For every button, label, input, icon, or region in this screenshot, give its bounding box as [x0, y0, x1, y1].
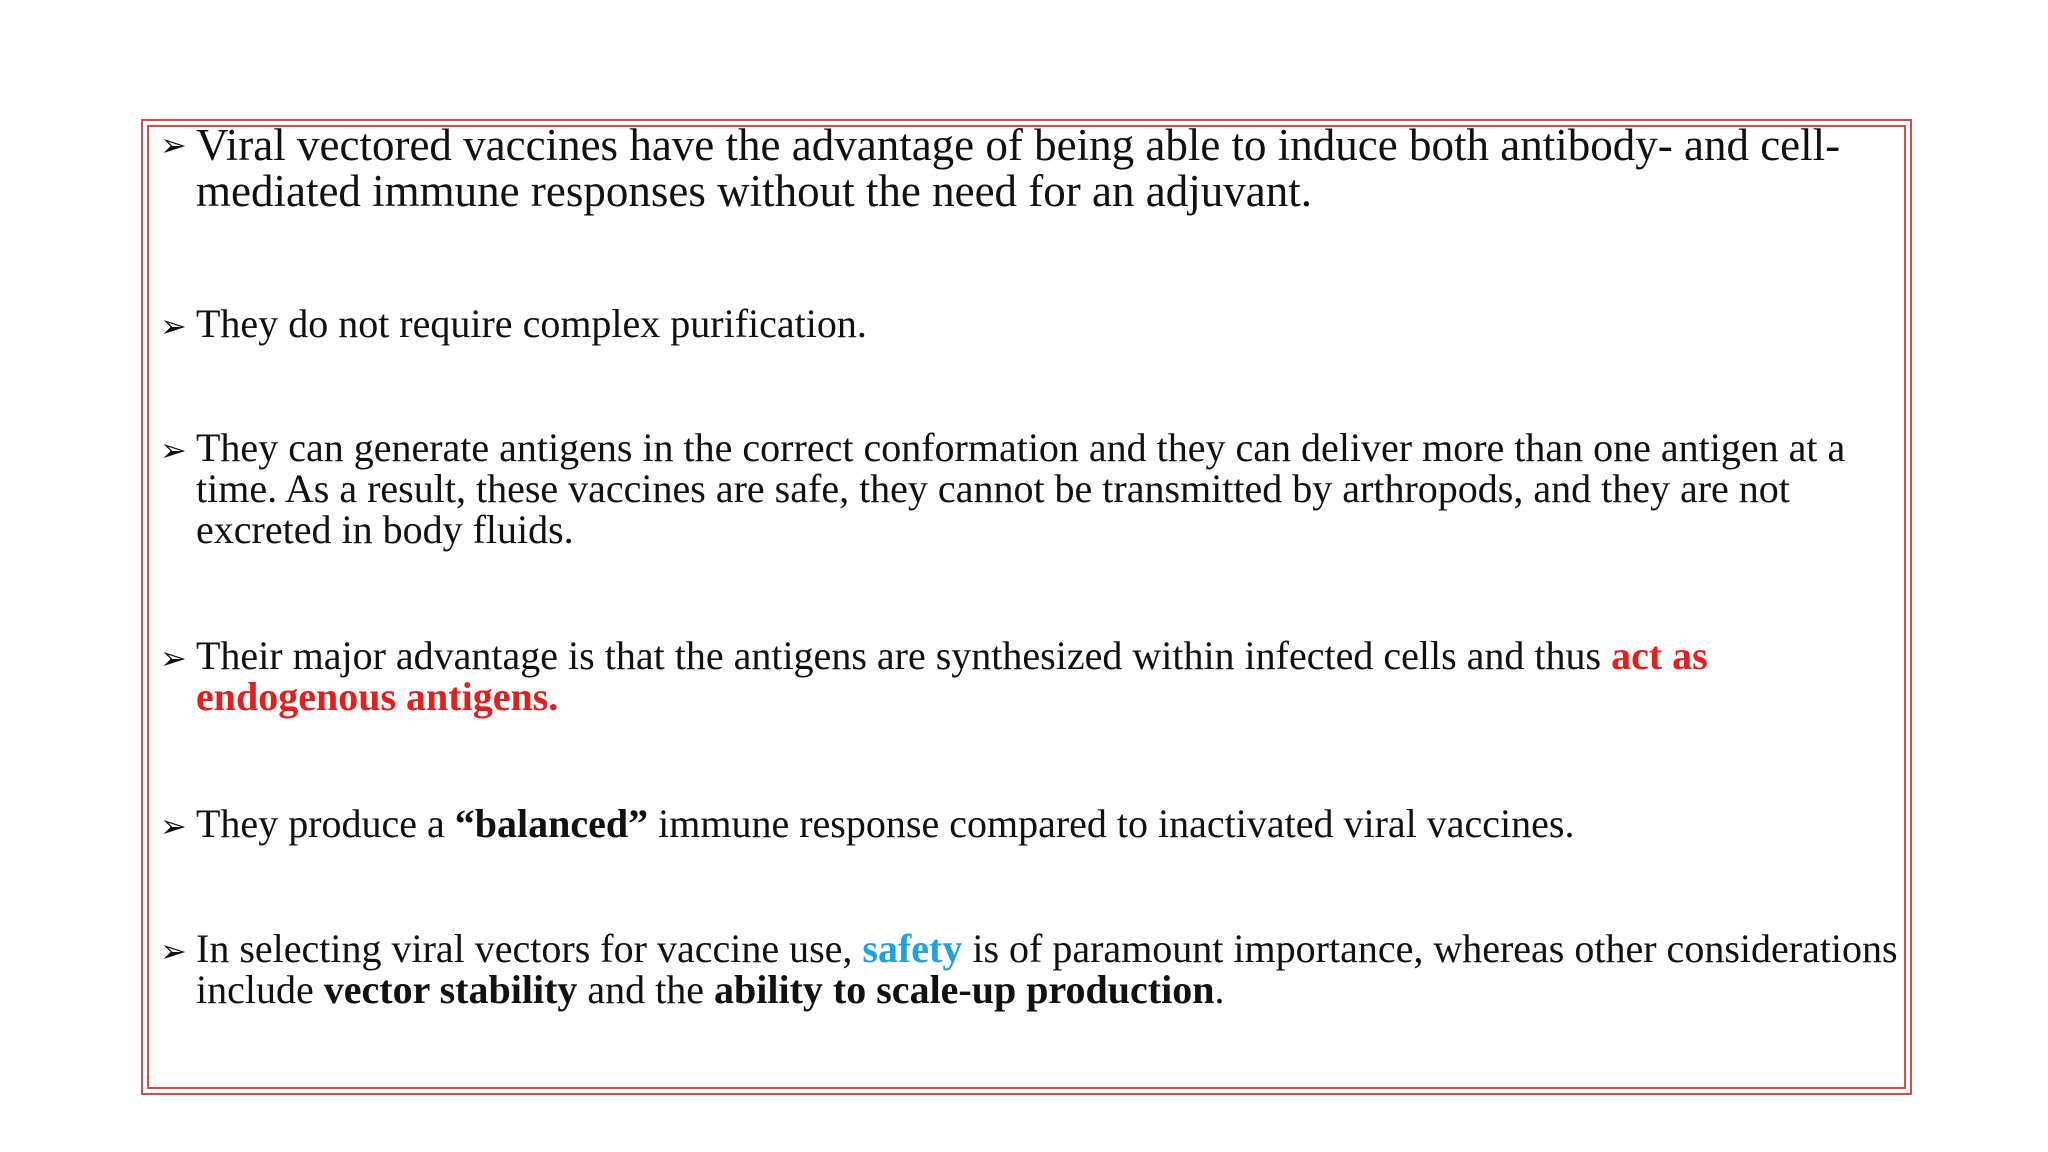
arrow-bullet-icon: ➢	[160, 126, 187, 164]
bullet-item-4	[160, 635, 1900, 717]
bullet-text-4	[196, 635, 1900, 717]
bullet-text-6-plain-middle-2: and the	[577, 967, 715, 1012]
bullet-text-6-plain-middle: is of paramount importance, whereas other considerations include	[196, 926, 1898, 1012]
bullet-item-2	[160, 303, 1900, 347]
bullet-text-6-bold-1: vector stability	[323, 967, 578, 1012]
bullet-text-6	[196, 928, 1900, 1010]
bullet-text-4-highlight: act as endogenous antigens.	[196, 633, 1708, 719]
bullet-text-4-plain: Their major advantage is that the antigens are synthesized within infected cells and thus	[196, 633, 1612, 678]
bullet-item-5	[160, 803, 1900, 847]
arrow-bullet-icon: ➢	[160, 807, 187, 845]
bullet-text-5-bold: “balanced”	[454, 801, 649, 846]
bullet-item-1	[160, 122, 1900, 214]
bullet-text-6-plain-start: In selecting viral vectors for vaccine use,	[196, 926, 863, 971]
bullet-text-1: Viral vectored vaccines have the advantage of being able to induce both antibody- and cell- mediated immune responses without the need for an adjuvant.	[196, 120, 1841, 216]
arrow-bullet-icon: ➢	[160, 431, 187, 469]
arrow-bullet-icon: ➢	[160, 307, 187, 345]
bullet-text-5-plain-start: They produce a	[196, 801, 455, 846]
bullet-text-6-highlight: safety	[862, 926, 963, 971]
bullet-text-6-plain-end: .	[1214, 967, 1225, 1012]
arrow-bullet-icon: ➢	[160, 639, 187, 677]
arrow-bullet-icon: ➢	[160, 932, 187, 970]
bullet-text-5-plain-end: immune response compared to inactivated viral vaccines.	[648, 801, 1575, 846]
bullet-text-2: They do not require complex purification.	[196, 301, 867, 346]
bullet-text-6-bold-2: ability to scale-up production	[714, 967, 1215, 1012]
bullet-item-3	[160, 427, 1900, 550]
bullet-text-3: They can generate antigens in the correct conformation and they can deliver more than one antigen at a time. As a result, these vaccines are safe, they cannot be transmitted by arthropods, and they are not excreted in body fluids.	[196, 425, 1846, 552]
bullet-item-6	[160, 928, 1900, 1010]
bullet-text-5	[196, 803, 1900, 844]
